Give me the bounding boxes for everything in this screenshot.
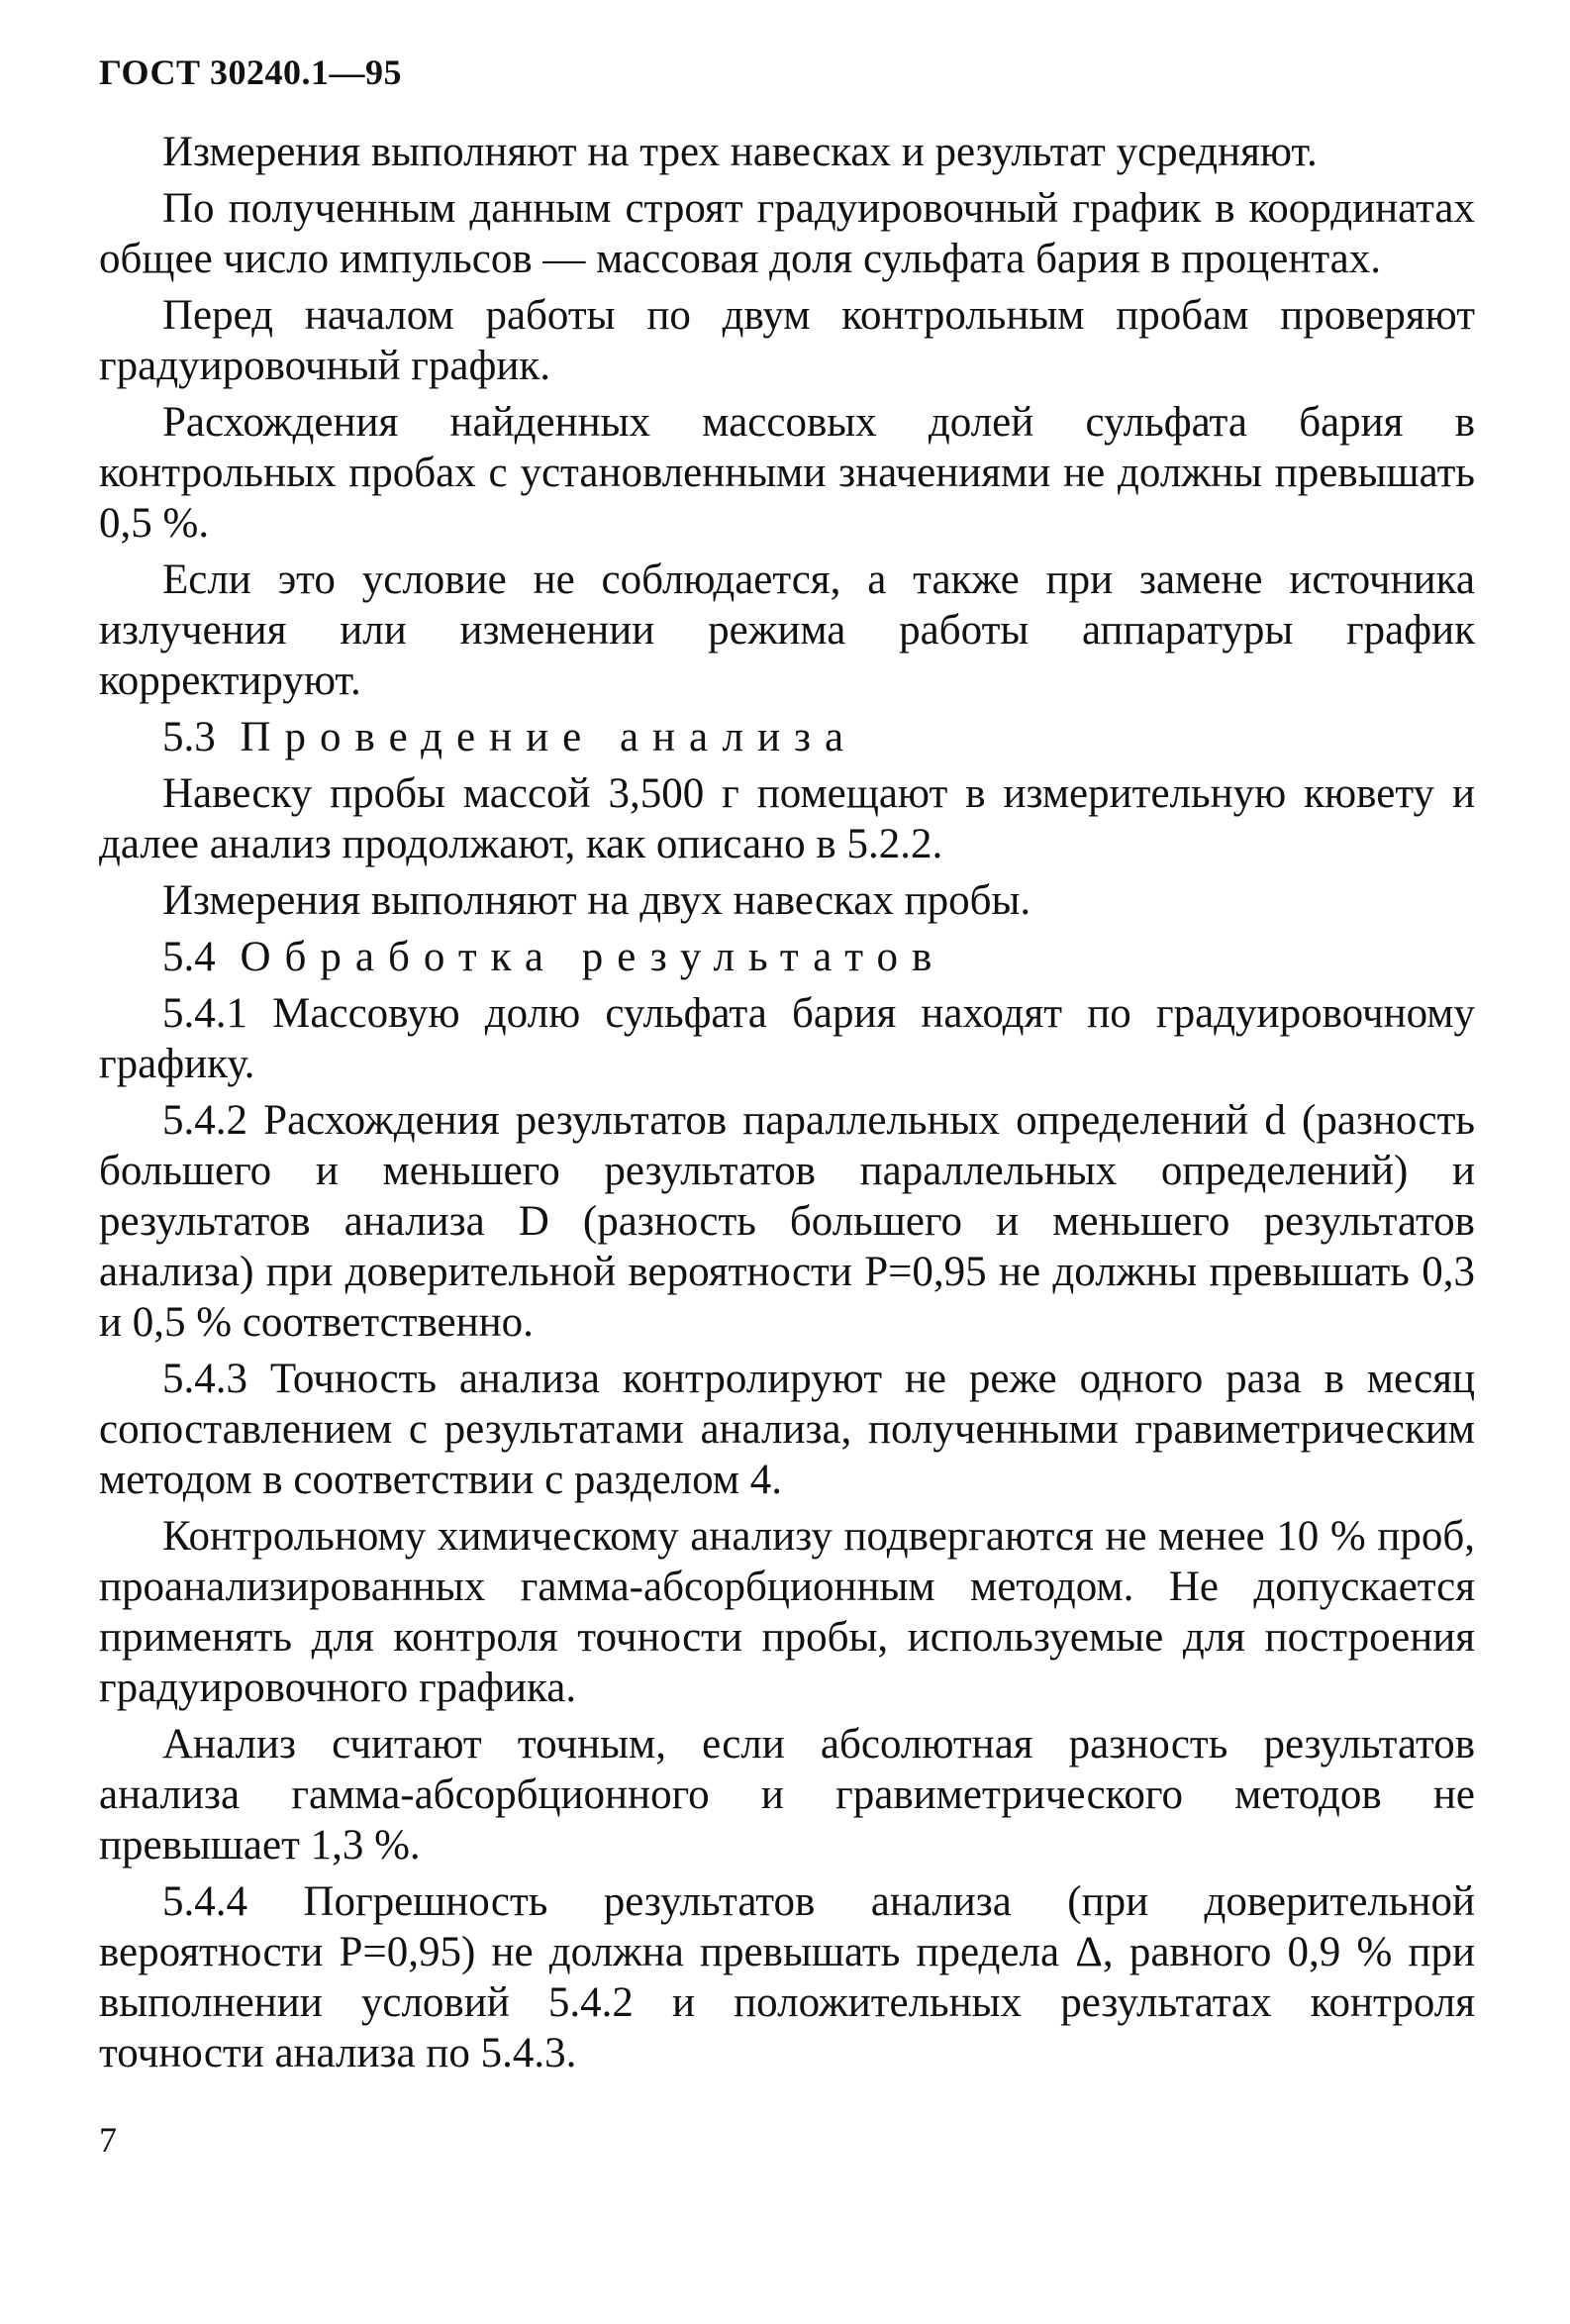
paragraph: Анализ считают точным, если абсолютная разность результатов анализа гамма-абсорбционного и гравиметрического методов не превышает 1,3 %.	[99, 1721, 1475, 1869]
document-body	[99, 127, 1475, 2084]
paragraph: Контрольному химическому анализу подвергаются не менее 10 % проб, проанализированных гамма-абсорбционным методом. Не допускается применять для контроля точности пробы, используемые для построения градуировочного графика.	[99, 1513, 1475, 1711]
section-title: Проведение анализа	[240, 714, 858, 760]
page-number: 7	[99, 2120, 117, 2160]
paragraph: Навеску пробы массой 3,500 г помещают в измерительную кювету и далее анализ продолжают, как описано в 5.2.2.	[99, 770, 1475, 867]
paragraph: 5.4.4 Погрешность результатов анализа (при доверительной вероятности P=0,95) не должна превышать предела Δ, равного 0,9 % при выполнении условий 5.4.2 и положительных результатах контроля точности анализа по 5.4.3.	[99, 1878, 1475, 2076]
section-title: Обработка результатов	[240, 934, 946, 980]
section-heading-5-3	[99, 712, 1475, 762]
paragraph: Измерения выполняют на трех навесках и результат усредняют.	[162, 129, 1318, 175]
paragraph: Измерения выполняют на двух навесках пробы.	[162, 877, 1031, 924]
paragraph: 5.4.3 Точность анализа контролируют не реже одного раза в месяц сопоставлением с результатами анализа, полученными гравиметрическим методом в соответствии с разделом 4.	[99, 1356, 1475, 1503]
section-heading-5-4	[99, 932, 1475, 982]
page-header: ГОСТ 30240.1—95	[99, 52, 402, 92]
paragraph: 5.4.2 Расхождения результатов параллельных определений d (разность большего и меньшего результатов параллельных определений) и результатов анализа D (разность большего и меньшего результатов анализа) при доверительной вероятности P=0,95 не должны превышать 0,3 и 0,5 % соответственно.	[99, 1097, 1475, 1346]
paragraph: По полученным данным строят градуировочный график в координатах общее число импульсов — массовая доля сульфата бария в процентах.	[99, 185, 1475, 282]
paragraph: Перед началом работы по двум контрольным пробам проверяют градуировочный график.	[99, 292, 1475, 389]
paragraph: 5.4.1 Массовую долю сульфата бария находят по градуировочному графику.	[99, 990, 1475, 1087]
paragraph: Если это условие не соблюдается, а также при замене источника излучения или изменении режима работы аппаратуры график корректируют.	[99, 556, 1475, 704]
section-number: 5.3	[162, 714, 216, 760]
paragraph: Расхождения найденных массовых долей сульфата бария в контрольных пробах с установленными значениями не должны превышать 0,5 %.	[99, 399, 1475, 547]
section-number: 5.4	[162, 934, 216, 980]
